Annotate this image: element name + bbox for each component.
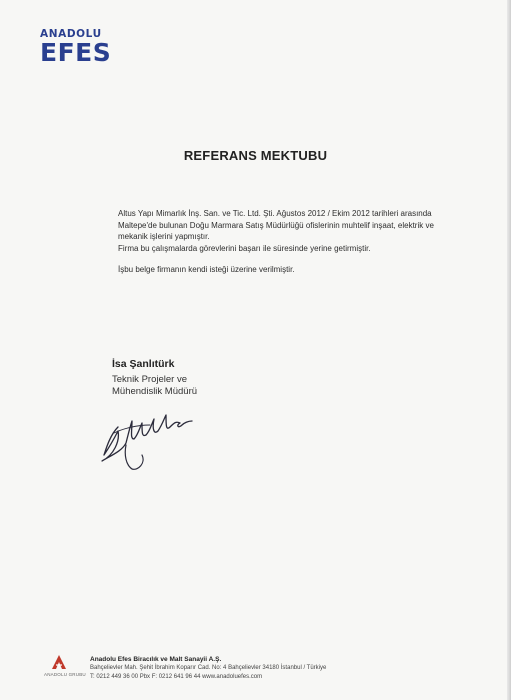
- anadolu-grubu-logo-icon: [51, 654, 67, 670]
- body-paragraph-3: İşbu belge firmanın kendi isteği üzerine verilmiştir.: [118, 265, 295, 274]
- logo-main-text: EFES: [40, 38, 112, 67]
- body-paragraph-2: Firma bu çalışmalarda görevlerini başarı ile süresinde yerine getirmiştir.: [118, 243, 371, 253]
- signer-title: [112, 374, 197, 398]
- footer-contact: T: 0212 449 36 00 Pbx F: 0212 641 96 44 www.anadoluefes.com: [90, 674, 263, 680]
- logo-top-text: ANADOLU: [40, 28, 102, 40]
- footer-logo-text: ANADOLU GRUBU: [44, 672, 86, 677]
- body-paragraph-1: Altus Yapı Mimarlık İnş. San. ve Tic. Ltd. Şti. Ağustos 2012 / Ekim 2012 tarihleri arasında Maltepe'de bulunan Doğu Marmara Satış Müdürlüğü ofislerinin muhtelif inşaat, elektrik ve mekanik işlerini yapmıştır.: [118, 209, 434, 241]
- footer-address: Bahçelievler Mah. Şehit İbrahim Koparır Cad. No: 4 Bahçelievler 34180 İstanbul / Türkiye: [90, 665, 327, 671]
- document-title: REFERANS MEKTUBU: [183, 148, 328, 163]
- anadolu-efes-logo: [40, 28, 111, 66]
- handwritten-signature: [96, 405, 196, 475]
- letter-body: [118, 208, 438, 276]
- signer-name: İsa Şanlıtürk: [112, 358, 175, 370]
- footer-company-info: [90, 655, 326, 682]
- signer-title-line-1: Teknik Projeler ve: [112, 374, 187, 385]
- footer-company-name: Anadolu Efes Biracılık ve Malt Sanayii A.Ş.: [90, 656, 222, 663]
- scan-edge-shadow: [507, 0, 511, 700]
- signer-title-line-2: Mühendislik Müdürü: [112, 386, 198, 397]
